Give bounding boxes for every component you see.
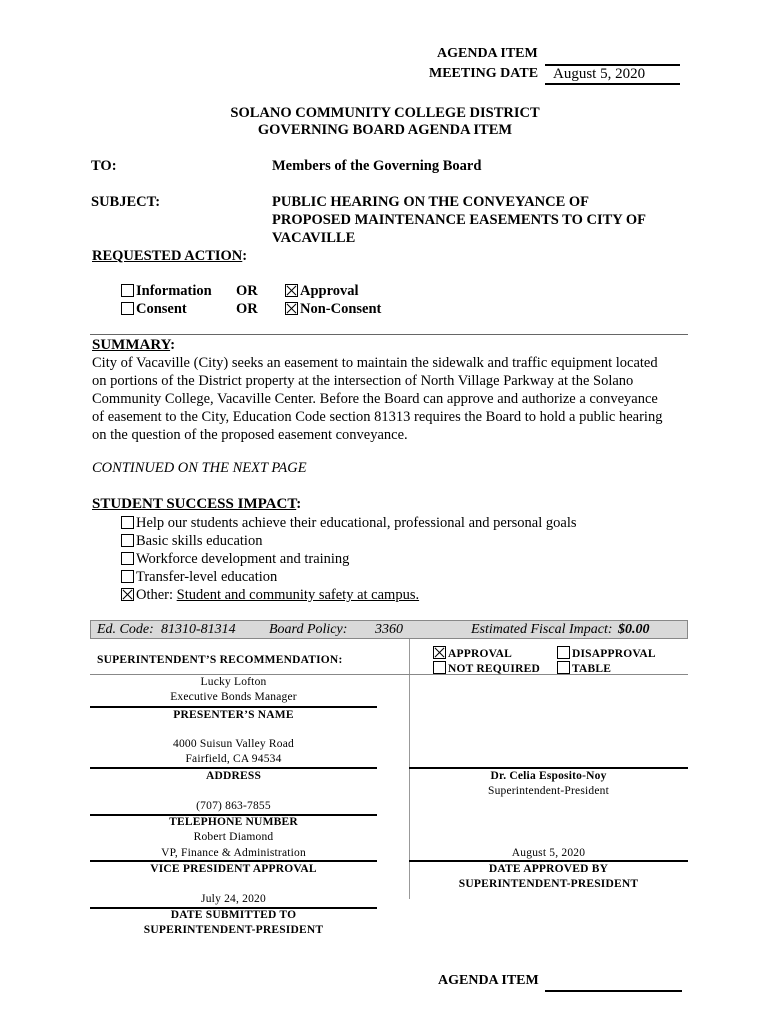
address-line-1: 4000 Suisun Valley Road	[173, 738, 294, 750]
rec-table-option[interactable]	[557, 661, 611, 675]
summary-line: of easement to the City, Education Code section 81313 requires the Board to hold a public hearing	[92, 409, 663, 425]
consent-option[interactable]	[121, 301, 187, 318]
success-checkbox[interactable]	[121, 570, 134, 583]
footer-agenda-item-line	[545, 990, 682, 992]
subject-label: SUBJECT:	[91, 194, 161, 210]
fiscal-bar	[90, 620, 688, 639]
information-checkbox[interactable]	[121, 284, 134, 297]
rec-not-required-label: NOT REQUIRED	[448, 663, 540, 675]
success-other-checkbox[interactable]	[121, 588, 134, 601]
address-line-2: Fairfield, CA 94534	[185, 753, 282, 765]
success-checkbox[interactable]	[121, 534, 134, 547]
footer-agenda-item-label: AGENDA ITEM	[438, 973, 539, 988]
consent-checkbox[interactable]	[121, 302, 134, 315]
submitted-label-1: DATE SUBMITTED TO	[170, 909, 297, 921]
information-label: Information	[136, 283, 212, 299]
vp-label: VICE PRESIDENT APPROVAL	[150, 863, 317, 875]
superintendent-line	[409, 767, 688, 769]
board-agenda-title: GOVERNING BOARD AGENDA ITEM	[257, 122, 513, 138]
telephone-value: (707) 863-7855	[196, 800, 271, 812]
requested-action-label: REQUESTED ACTION	[92, 248, 243, 264]
rec-disapproval-checkbox[interactable]	[557, 646, 570, 659]
summary-colon: :	[170, 337, 176, 353]
presenter-title: Executive Bonds Manager	[170, 691, 297, 703]
ed-code-label: Ed. Code:	[97, 622, 154, 637]
subject-line-2: PROPOSED MAINTENANCE EASEMENTS TO CITY OF	[272, 212, 646, 228]
summary-label: SUMMARY	[92, 337, 171, 353]
rec-approval-option[interactable]	[433, 646, 512, 660]
superintendent-title: Superintendent-President	[487, 785, 610, 797]
subject-line-1: PUBLIC HEARING ON THE CONVEYANCE OF	[272, 194, 590, 210]
success-checkbox[interactable]	[121, 516, 134, 529]
address-line	[90, 767, 377, 769]
to-value: Members of the Governing Board	[272, 158, 482, 174]
consent-label: Consent	[136, 301, 187, 317]
student-success-list	[121, 514, 577, 604]
approved-date: August 5, 2020	[511, 847, 586, 859]
success-item-label: Workforce development and training	[136, 551, 350, 567]
list-item[interactable]	[121, 550, 577, 568]
vp-name: Robert Diamond	[193, 831, 274, 843]
section-divider	[90, 334, 688, 335]
address-label: ADDRESS	[205, 770, 262, 782]
vp-title: VP, Finance & Administration	[161, 847, 306, 859]
approval-checkbox[interactable]	[285, 284, 298, 297]
list-item[interactable]	[121, 586, 577, 604]
presenter-name: Lucky Lofton	[200, 676, 267, 688]
student-success-label: STUDENT SUCCESS IMPACT	[92, 496, 297, 512]
requested-action-colon: :	[242, 248, 248, 264]
district-title: SOLANO COMMUNITY COLLEGE DISTRICT	[230, 105, 540, 121]
summary-heading	[92, 337, 175, 354]
approved-label-2: SUPERINTENDENT-PRESIDENT	[458, 878, 639, 890]
vp-line	[90, 860, 377, 862]
success-item-label: Help our students achieve their educational, professional and personal goals	[136, 515, 577, 531]
summary-line: City of Vacaville (City) seeks an easement to maintain the sidewalk and traffic equipment located	[92, 355, 658, 371]
approved-label-1: DATE APPROVED BY	[488, 863, 609, 875]
fiscal-impact-label: Estimated Fiscal Impact:	[471, 622, 613, 637]
continued-note: CONTINUED ON THE NEXT PAGE	[92, 460, 307, 476]
approval-label: Approval	[300, 283, 359, 299]
list-item[interactable]	[121, 514, 577, 532]
rec-table-label: TABLE	[572, 663, 612, 675]
recommendation-label: SUPERINTENDENT’S RECOMMENDATION:	[97, 654, 343, 666]
rec-not-required-checkbox[interactable]	[433, 661, 446, 674]
summary-line: Community College, Vacaville Center. Before the Board can approve and authorize a conveyance	[92, 391, 658, 407]
requested-action-heading	[92, 248, 247, 265]
meeting-date-label: MEETING DATE	[429, 66, 539, 81]
presenter-line	[90, 706, 377, 708]
rec-not-required-option[interactable]	[433, 661, 540, 675]
to-label: TO:	[91, 158, 117, 174]
or-label-1: OR	[236, 283, 258, 299]
success-other-value: Student and community safety at campus.	[176, 587, 420, 603]
meeting-date-line	[545, 83, 680, 85]
submitted-label-2: SUPERINTENDENT-PRESIDENT	[143, 924, 324, 936]
list-item[interactable]	[121, 568, 577, 586]
rec-approval-label: APPROVAL	[448, 648, 513, 660]
list-item[interactable]	[121, 532, 577, 550]
success-item-label: Transfer-level education	[136, 569, 278, 585]
student-success-colon: :	[296, 496, 302, 512]
success-item-label: Basic skills education	[136, 533, 263, 549]
board-policy-label: Board Policy:	[269, 622, 348, 637]
success-checkbox[interactable]	[121, 552, 134, 565]
approved-line	[409, 860, 688, 862]
approval-option[interactable]	[285, 283, 359, 300]
information-option[interactable]	[121, 283, 212, 300]
superintendent-name: Dr. Celia Esposito-Noy	[490, 770, 607, 782]
summary-line: on the question of the proposed easement conveyance.	[92, 427, 408, 443]
success-other-label: Other:	[136, 587, 177, 603]
telephone-label: TELEPHONE NUMBER	[169, 816, 298, 828]
meeting-date-value: August 5, 2020	[553, 66, 646, 82]
ed-code-value: 81310-81314	[161, 622, 236, 637]
non-consent-checkbox[interactable]	[285, 302, 298, 315]
rec-approval-checkbox[interactable]	[433, 646, 446, 659]
fiscal-impact-value: $0.00	[618, 622, 650, 637]
summary-line: on portions of the District property at the intersection of North Village Parkway at the Solano	[92, 373, 634, 389]
board-policy-value: 3360	[375, 622, 403, 637]
student-success-heading	[92, 496, 301, 513]
or-label-2: OR	[236, 301, 258, 317]
summary-body	[92, 354, 688, 444]
presenter-label: PRESENTER’S NAME	[173, 709, 294, 721]
rec-disapproval-label: DISAPPROVAL	[572, 648, 656, 660]
agenda-item-label: AGENDA ITEM	[437, 46, 538, 61]
rec-table-checkbox[interactable]	[557, 661, 570, 674]
non-consent-option[interactable]	[285, 301, 381, 318]
rec-disapproval-option[interactable]	[557, 646, 656, 660]
subject-line-3: VACAVILLE	[272, 230, 356, 246]
submitted-date: July 24, 2020	[201, 893, 266, 905]
non-consent-label: Non-Consent	[300, 301, 382, 317]
